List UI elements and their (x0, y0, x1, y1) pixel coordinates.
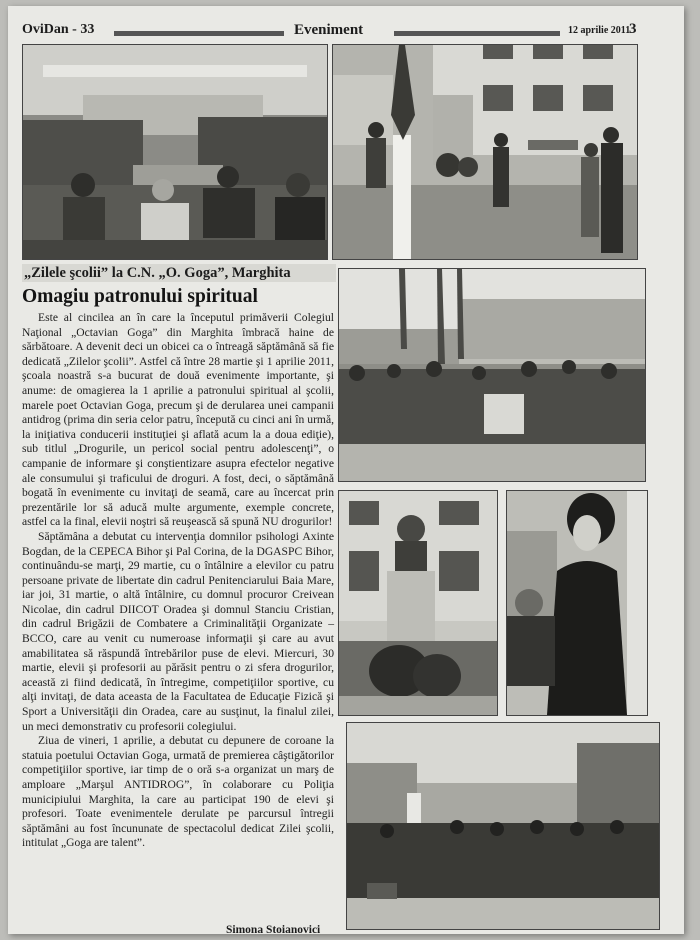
article-body (22, 311, 334, 851)
photo-antidrug-march (338, 268, 646, 482)
header-rule-right (394, 31, 560, 36)
photo-statue-ceremony (332, 44, 638, 260)
article-kicker: „Zilele şcolii” la C.N. „O. Goga”, Marghita (22, 264, 336, 282)
newspaper-page (8, 6, 684, 934)
photo-statue-wreaths (338, 490, 498, 716)
header-rule-left (114, 31, 284, 36)
article-paragraph: Săptămâna a debutat cu intervenţia domnilor psihologi Axinte Bogdan, de la CEPECA Bihor şi Pal Corina, de la DGASPC Bihor, continuându-se marţi, 29 martie, cu o întâlnire a elevilor cu patru persoane private de libertate din cadrul Penitenciarului Baia Mare, iar joi, 31 martie, o altă întâlnire, cu domnul procuror Creivean Nicolae, din cadrul DIICOT Oradea şi domnul Stanciu Cristian, din cadrul Brigăzii de Combatere a Criminalităţii Organizate – BCCO, care au venit cu numeroase informaţii şi care au avut amabilitatea să răspundă întrebărilor puse de elevi. Miercuri, 30 martie, elevii şi profesorii au părăsit pentru o zi sfera drogurilor, această zi fiind dedicată, în întregime, competiţiilor sportive, cu alţi invitaţi, de data aceasta de la Facultatea de Educaţie Fizică şi Sport a Universităţii din Oradea, care au susţinut, la finalul zilei, un meci demonstrativ cu profesorii colegiului. (22, 529, 334, 733)
photo-group-outdoors (346, 722, 660, 930)
section-name: Eveniment (294, 22, 364, 38)
page-number: 3 (629, 21, 637, 37)
publication-name: OviDan - 33 (22, 22, 95, 37)
article-headline: Omagiu patronului spiritual (22, 286, 258, 307)
issue-date: 12 aprilie 2011 (568, 25, 631, 36)
article-byline: Simona Stoianovici (226, 924, 321, 936)
article-paragraph: Ziua de vineri, 1 aprilie, a debutat cu depunere de coroane la statuia poetului Octavian Goga, urmată de premierea câştigătorilor competiţiilor sportive, iar timp de o oră s-a organizat un marş de amploare „Marşul ANTIDROG”, în colaborare cu Poliţia municipiului Marghita, la care au participat 190 de elevi şi profesori. Toate evenimentele derulate pe parcursul întregii săptămâni au fost încununate de spectacolul dedicat Zilei şcolii, intitulat „Goga are talent”. (22, 734, 334, 850)
photo-auditorium (22, 44, 328, 260)
article-paragraph: Este al cincilea an în care la începutul primăverii Colegiul Naţional „Octavian Goga” din Marghita îmbracă haine de sărbătoare. A devenit deci un obicei ca o întreagă săptămână să fie dedicată „Zilelor şcolii”. Astfel că între 28 martie şi 1 aprilie 2011, şcoala noastră s-a bucurat de două evenimente importante, şi anume: de omagierea la 1 aprilie a patronului spiritual al şcolii, marele poet Octavian Goga, precum şi de derularea unei campanii antidrog (prima din seria celor patru, începută cu cinci ani în urmă, la iniţiativa conducerii instituţiei şi aflată acum la a doua ediţie), sub titlul „Drogurile, un pericol social pentru adolescenţi”, o campanie de informare şi conştientizare asupra efectelor negative ale consumului şi traficului de droguri. A fost, deci, o săptămână bogată în evenimente cu invitaţi de seamă, care au încercat prin prezentările lor să aducă multe argumente, exemple concrete, astfel ca la final, elevii noştri să reuşească să spună NU drogurilor! (22, 311, 334, 529)
page-header (22, 21, 637, 46)
photo-speaker (506, 490, 648, 716)
